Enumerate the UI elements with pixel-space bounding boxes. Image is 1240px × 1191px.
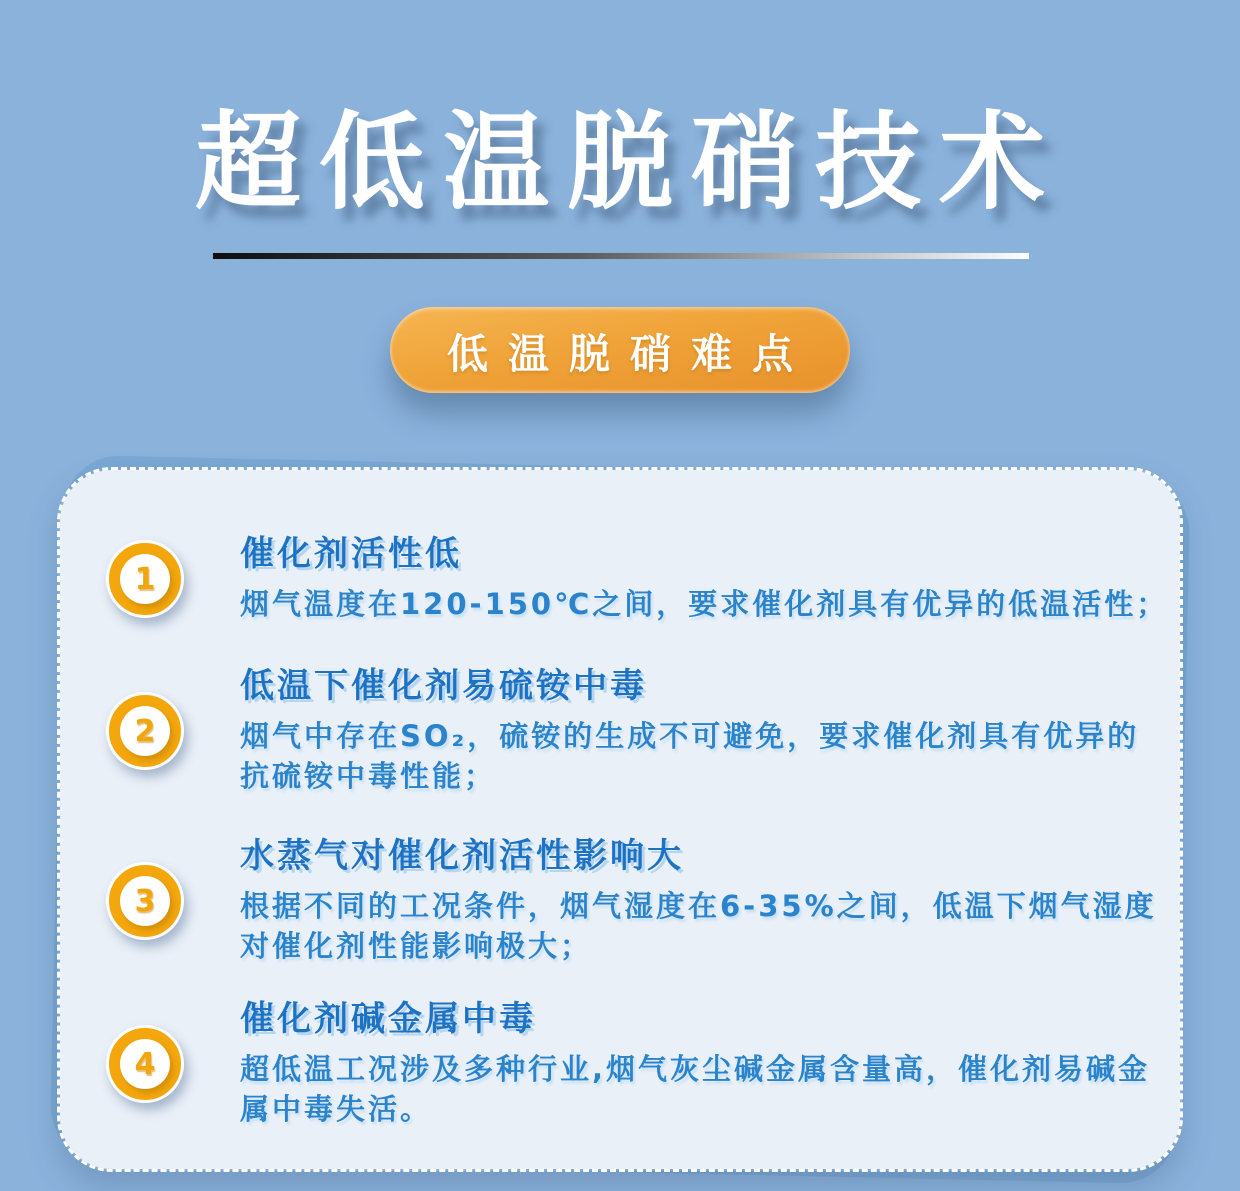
gradient-divider	[213, 253, 1029, 259]
difficulty-body-4-line-1: 超低温工况涉及多种行业,烟气灰尘碱金属含量高，催化剂易碱金	[240, 1052, 1151, 1086]
difficulty-item-1	[106, 534, 1169, 624]
number-badge-1-value: 1	[120, 554, 170, 604]
difficulty-text-3	[240, 836, 1157, 966]
difficulty-heading-4: 催化剂碱金属中毒	[240, 999, 536, 1039]
number-badge-3	[106, 862, 184, 940]
difficulty-item-2	[106, 666, 1145, 796]
number-badge-1	[106, 540, 184, 618]
number-badge-2-value: 2	[120, 706, 170, 756]
section-badge	[390, 307, 850, 393]
number-badge-4	[106, 1025, 184, 1103]
difficulty-text-1	[240, 534, 1169, 624]
difficulty-body-2-line-1: 烟气中存在SO₂，硫铵的生成不可避免，要求催化剂具有优异的	[240, 719, 1140, 753]
number-badge-2	[106, 692, 184, 770]
difficulty-body-4-line-2: 属中毒失活。	[240, 1092, 433, 1126]
difficulties-card	[57, 467, 1183, 1172]
difficulty-text-2	[240, 666, 1145, 796]
difficulty-body-3-line-2: 对催化剂性能影响极大；	[240, 929, 593, 963]
number-badge-3-value: 3	[120, 876, 170, 926]
difficulty-heading-1: 催化剂活性低	[240, 534, 462, 574]
difficulty-text-4	[240, 999, 1151, 1129]
difficulty-item-4	[106, 999, 1151, 1129]
number-badge-4-value: 4	[120, 1039, 170, 1089]
section-badge-label: 低温脱硝难点	[447, 329, 813, 378]
difficulty-heading-2: 低温下催化剂易硫铵中毒	[240, 666, 647, 706]
difficulty-item-3	[106, 836, 1157, 966]
difficulty-body-2-line-2: 抗硫铵中毒性能；	[240, 759, 497, 793]
difficulty-body-1-line-1: 烟气温度在120-150℃之间，要求催化剂具有优异的低温活性；	[240, 587, 1169, 621]
difficulty-heading-3: 水蒸气对催化剂活性影响大	[240, 836, 684, 876]
difficulty-body-3-line-1: 根据不同的工况条件，烟气湿度在6-35%之间，低温下烟气湿度	[240, 889, 1157, 923]
page-title: 超低温脱硝技术	[195, 101, 1063, 224]
